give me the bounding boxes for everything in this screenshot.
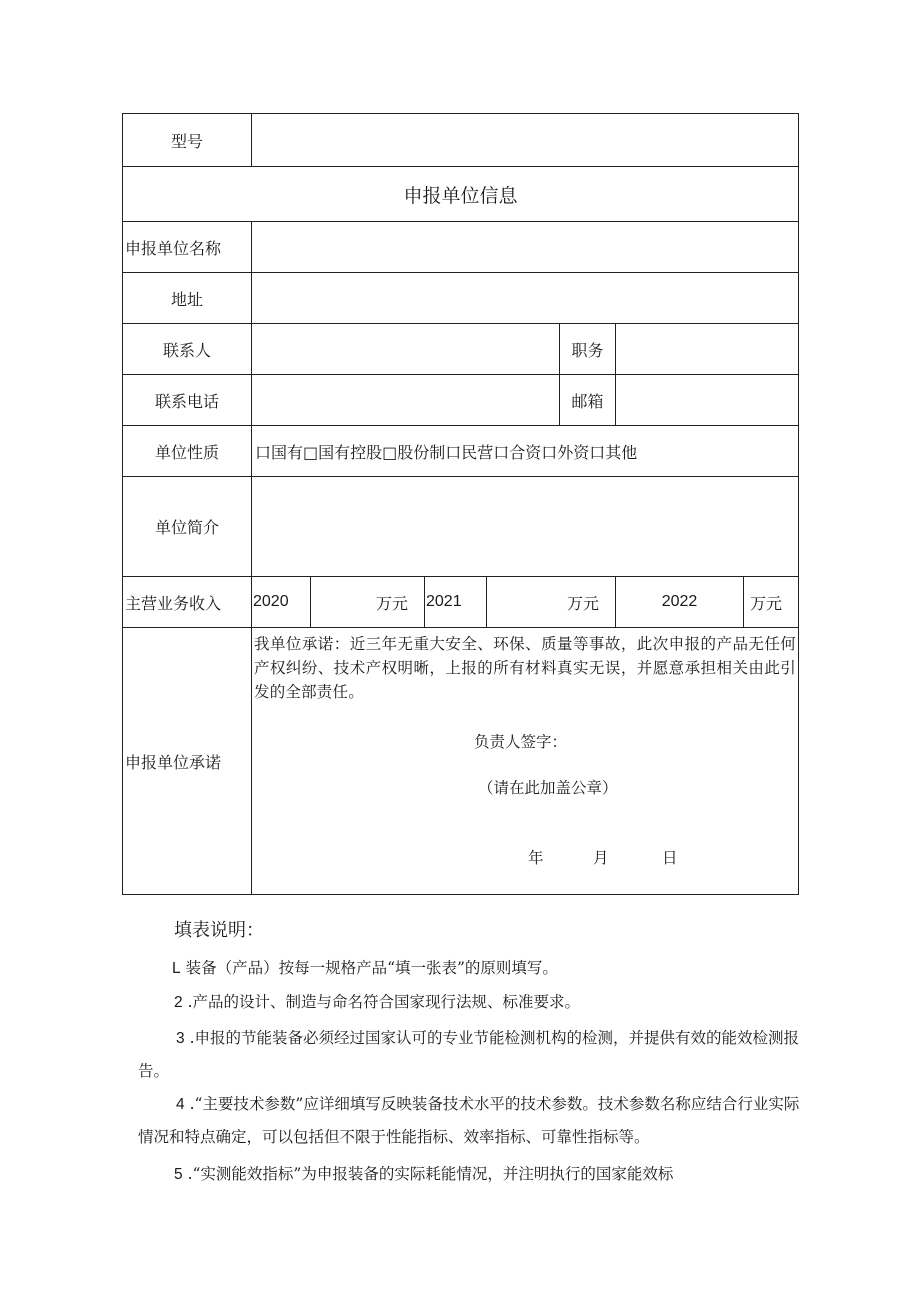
revenue-year-2020: 2020 bbox=[252, 577, 311, 628]
instruction-num-1: L bbox=[172, 960, 181, 977]
revenue-year-2021: 2021 bbox=[425, 577, 487, 628]
intro-row bbox=[123, 477, 799, 577]
phone-label: 联系电话 bbox=[123, 375, 252, 426]
pledge-cell bbox=[252, 628, 799, 895]
instruction-text-5: .“实测能效指标”为申报装备的实际耗能情况，并注明执行的国家能效标 bbox=[187, 1165, 674, 1183]
phone-input[interactable] bbox=[252, 375, 560, 426]
intro-input[interactable] bbox=[252, 477, 799, 577]
section-title: 申报单位信息 bbox=[123, 167, 799, 222]
nature-row bbox=[123, 426, 799, 477]
date-month: 月 bbox=[593, 849, 609, 867]
instruction-num-2: 2 bbox=[174, 994, 183, 1011]
instruction-item-5 bbox=[138, 1158, 802, 1191]
instruction-num-4: 4 bbox=[176, 1096, 185, 1113]
unit-name-input[interactable] bbox=[252, 222, 799, 273]
instruction-item-4 bbox=[138, 1088, 802, 1154]
address-label: 地址 bbox=[123, 273, 252, 324]
email-label: 邮箱 bbox=[560, 375, 616, 426]
revenue-row bbox=[123, 577, 799, 628]
date-year: 年 bbox=[528, 849, 544, 867]
instruction-item-3 bbox=[138, 1022, 802, 1088]
instruction-num-3: 3 bbox=[176, 1030, 185, 1047]
instruction-text-2: .产品的设计、制造与命名符合国家现行法规、标准要求。 bbox=[187, 993, 580, 1011]
instruction-item-2 bbox=[138, 986, 802, 1019]
address-input[interactable] bbox=[252, 273, 799, 324]
date-day: 日 bbox=[662, 849, 678, 867]
contact-row bbox=[123, 324, 799, 375]
revenue-2021-input[interactable]: 万元 bbox=[487, 577, 616, 628]
instruction-text-4: .“主要技术参数”应详细填写反映装备技术水平的技术参数。技术参数名称应结合行业实际情况和特点确定，可以包括但不限于性能指标、效率指标、可靠性指标等。 bbox=[138, 1095, 800, 1146]
position-input[interactable] bbox=[616, 324, 799, 375]
unit-name-row bbox=[123, 222, 799, 273]
pledge-row bbox=[123, 628, 799, 895]
model-label: 型号 bbox=[123, 114, 252, 167]
phone-row bbox=[123, 375, 799, 426]
instructions-title: 填表说明： bbox=[174, 920, 264, 941]
position-label: 职务 bbox=[560, 324, 616, 375]
contact-input[interactable] bbox=[252, 324, 560, 375]
application-form-table bbox=[122, 113, 799, 895]
pledge-label: 申报单位承诺 bbox=[123, 628, 252, 895]
unit-name-label: 申报单位名称 bbox=[123, 222, 252, 273]
instruction-text-1: 装备（产品）按每一规格产品“填一张表”的原则填写。 bbox=[185, 959, 558, 977]
revenue-year-2022: 2022 bbox=[616, 577, 744, 628]
intro-label: 单位简介 bbox=[123, 477, 252, 577]
contact-label: 联系人 bbox=[123, 324, 252, 375]
revenue-2020-input[interactable]: 万元 bbox=[311, 577, 425, 628]
revenue-2022-input[interactable]: 万元 bbox=[744, 577, 799, 628]
nature-label: 单位性质 bbox=[123, 426, 252, 477]
instruction-num-5: 5 bbox=[174, 1166, 183, 1183]
seal-label: （请在此加盖公章） bbox=[478, 779, 618, 797]
section-title-row bbox=[123, 167, 799, 222]
address-row bbox=[123, 273, 799, 324]
model-row bbox=[123, 114, 799, 167]
email-input[interactable] bbox=[616, 375, 799, 426]
revenue-label: 主营业务收入 bbox=[123, 577, 252, 628]
instruction-item-1 bbox=[138, 952, 802, 985]
nature-options[interactable]: 口国有□国有控股□股份制口民营口合资口外资口其他 bbox=[252, 426, 799, 477]
pledge-text: 我单位承诺：近三年无重大安全、环保、质量等事故，此次申报的产品无任何产权纠纷、技术产权明晰，上报的所有材料真实无误，并愿意承担相关由此引发的全部责任。 bbox=[254, 635, 797, 701]
instruction-text-3: .申报的节能装备必须经过国家认可的专业节能检测机构的检测，并提供有效的能效检测报告。 bbox=[138, 1029, 799, 1080]
model-input[interactable] bbox=[252, 114, 799, 167]
signature-label: 负责人签字： bbox=[474, 733, 568, 751]
